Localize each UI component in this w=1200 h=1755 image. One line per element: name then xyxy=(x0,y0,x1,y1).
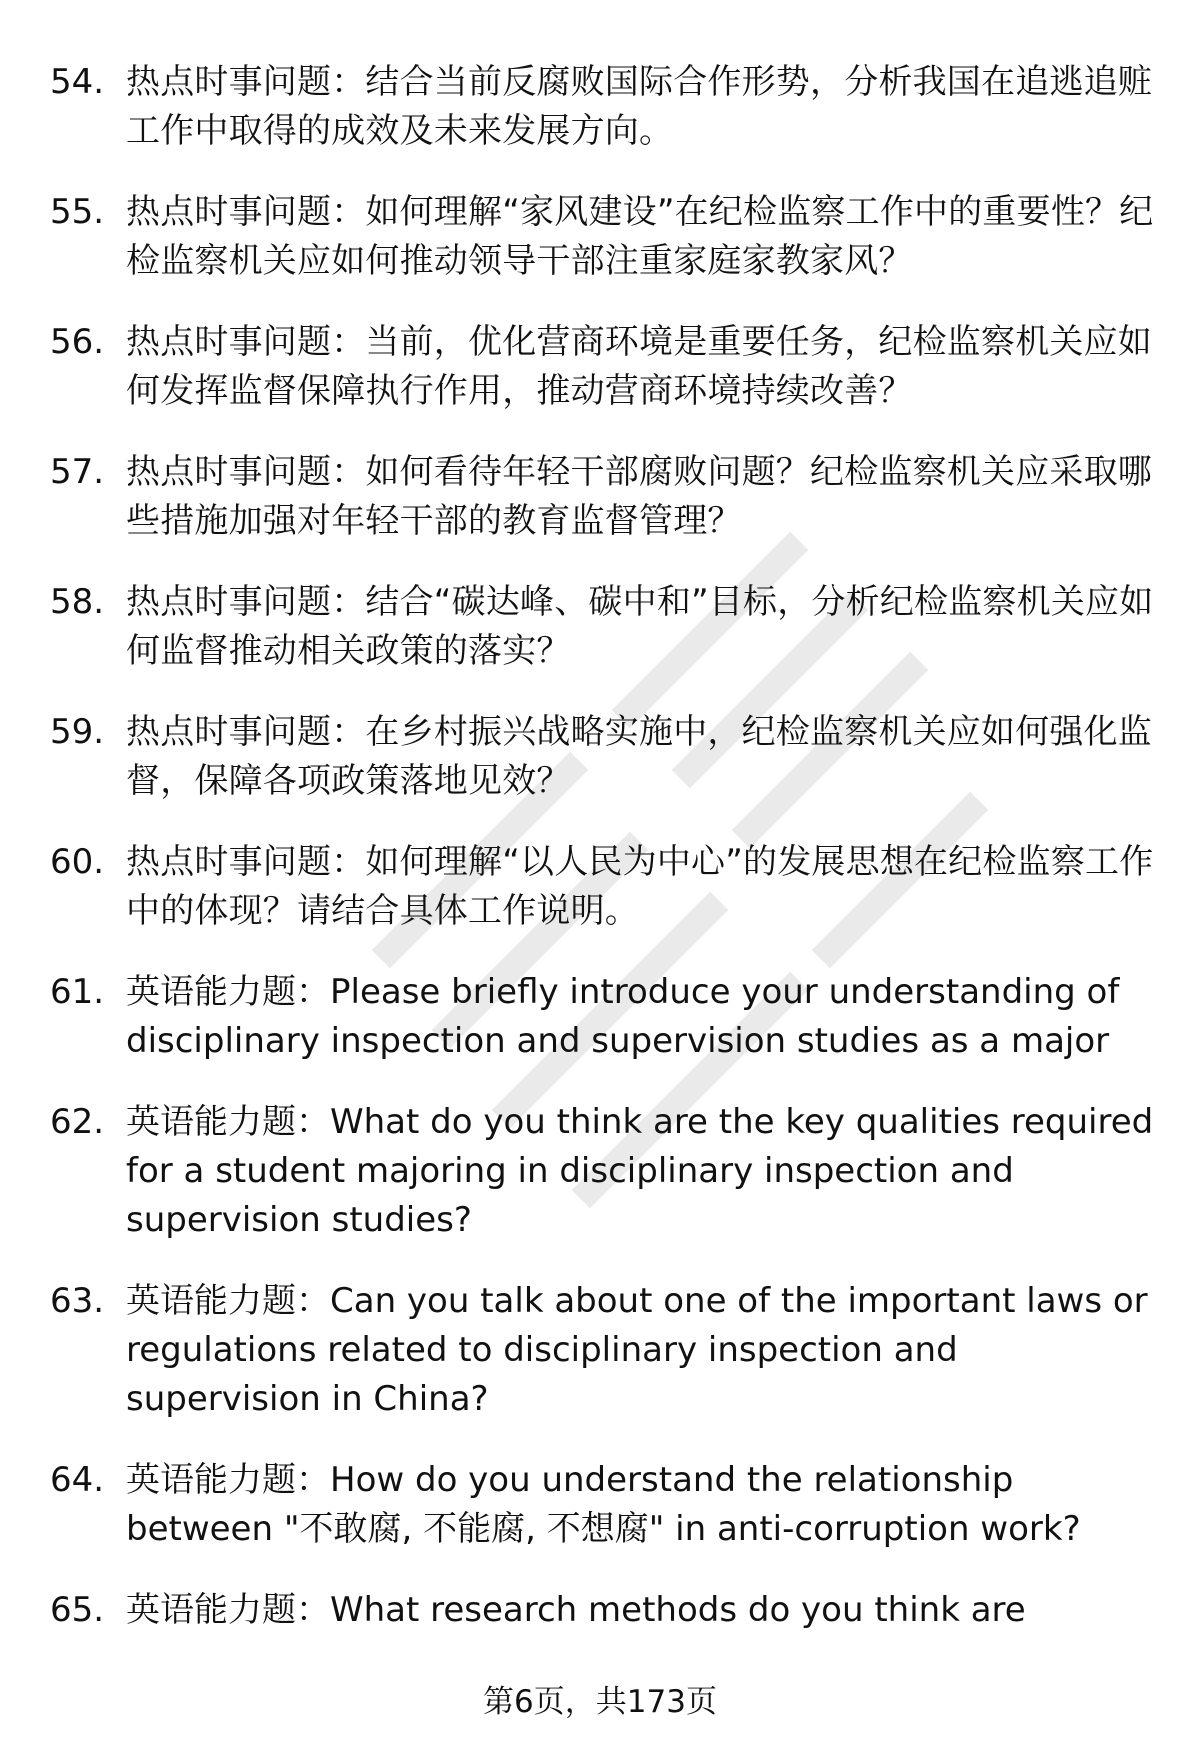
question-number: 64. xyxy=(50,1460,105,1500)
question-text: 英语能力题：What research methods do you think are xyxy=(126,1590,1026,1630)
question-text: 英语能力题：How do you understand the relationship between "不敢腐, 不能腐, 不想腐" in anti-corruption work? xyxy=(126,1460,1081,1549)
question-text: 热点时事问题：如何理解“以人民为中心”的发展思想在纪检监察工作中的体现？请结合具体工作说明。 xyxy=(126,842,1154,931)
question-number: 58. xyxy=(50,582,105,622)
question-item xyxy=(50,838,1160,936)
question-text: 热点时事问题：在乡村振兴战略实施中，纪检监察机关应如何强化监督，保障各项政策落地见效？ xyxy=(126,712,1152,801)
question-item xyxy=(50,318,1160,416)
question-item xyxy=(50,58,1160,156)
question-number: 62. xyxy=(50,1102,105,1142)
question-item xyxy=(50,1098,1160,1245)
question-number: 65. xyxy=(50,1590,105,1630)
question-number: 59. xyxy=(50,712,105,752)
question-item xyxy=(50,968,1160,1066)
question-text: 热点时事问题：如何看待年轻干部腐败问题？纪检监察机关应采取哪些措施加强对年轻干部的教育监督管理？ xyxy=(126,452,1152,541)
question-text: 英语能力题：Please briefly introduce your understanding of disciplinary inspection and supervision studies as a major xyxy=(126,972,1120,1061)
question-text: 热点时事问题：结合当前反腐败国际合作形势，分析我国在追逃追赃工作中取得的成效及未来发展方向。 xyxy=(126,62,1152,151)
question-number: 61. xyxy=(50,972,105,1012)
question-text: 英语能力题：Can you talk about one of the important laws or regulations related to disciplinary inspection and supervision in China? xyxy=(126,1281,1148,1419)
question-item xyxy=(50,1456,1160,1554)
question-item xyxy=(50,448,1160,546)
question-number: 63. xyxy=(50,1281,105,1321)
question-item xyxy=(50,578,1160,676)
question-item xyxy=(50,708,1160,806)
question-number: 56. xyxy=(50,322,105,362)
question-number: 54. xyxy=(50,62,105,102)
question-list xyxy=(50,58,1160,1667)
question-item xyxy=(50,188,1160,286)
question-number: 57. xyxy=(50,452,105,492)
question-text: 热点时事问题：当前，优化营商环境是重要任务，纪检监察机关应如何发挥监督保障执行作用，推动营商环境持续改善？ xyxy=(126,322,1152,411)
question-number: 55. xyxy=(50,192,105,232)
question-text: 英语能力题：What do you think are the key qualities required for a student majoring in disciplinary inspection and supervision studies? xyxy=(126,1102,1154,1240)
question-item xyxy=(50,1586,1160,1635)
question-text: 热点时事问题：结合“碳达峰、碳中和”目标，分析纪检监察机关应如何监督推动相关政策的落实？ xyxy=(126,582,1154,671)
question-item xyxy=(50,1277,1160,1424)
question-text: 热点时事问题：如何理解“家风建设”在纪检监察工作中的重要性？纪检监察机关应如何推动领导干部注重家庭家教家风？ xyxy=(126,192,1154,281)
page-footer: 第6页，共173页 xyxy=(483,1684,717,1720)
question-number: 60. xyxy=(50,842,105,882)
